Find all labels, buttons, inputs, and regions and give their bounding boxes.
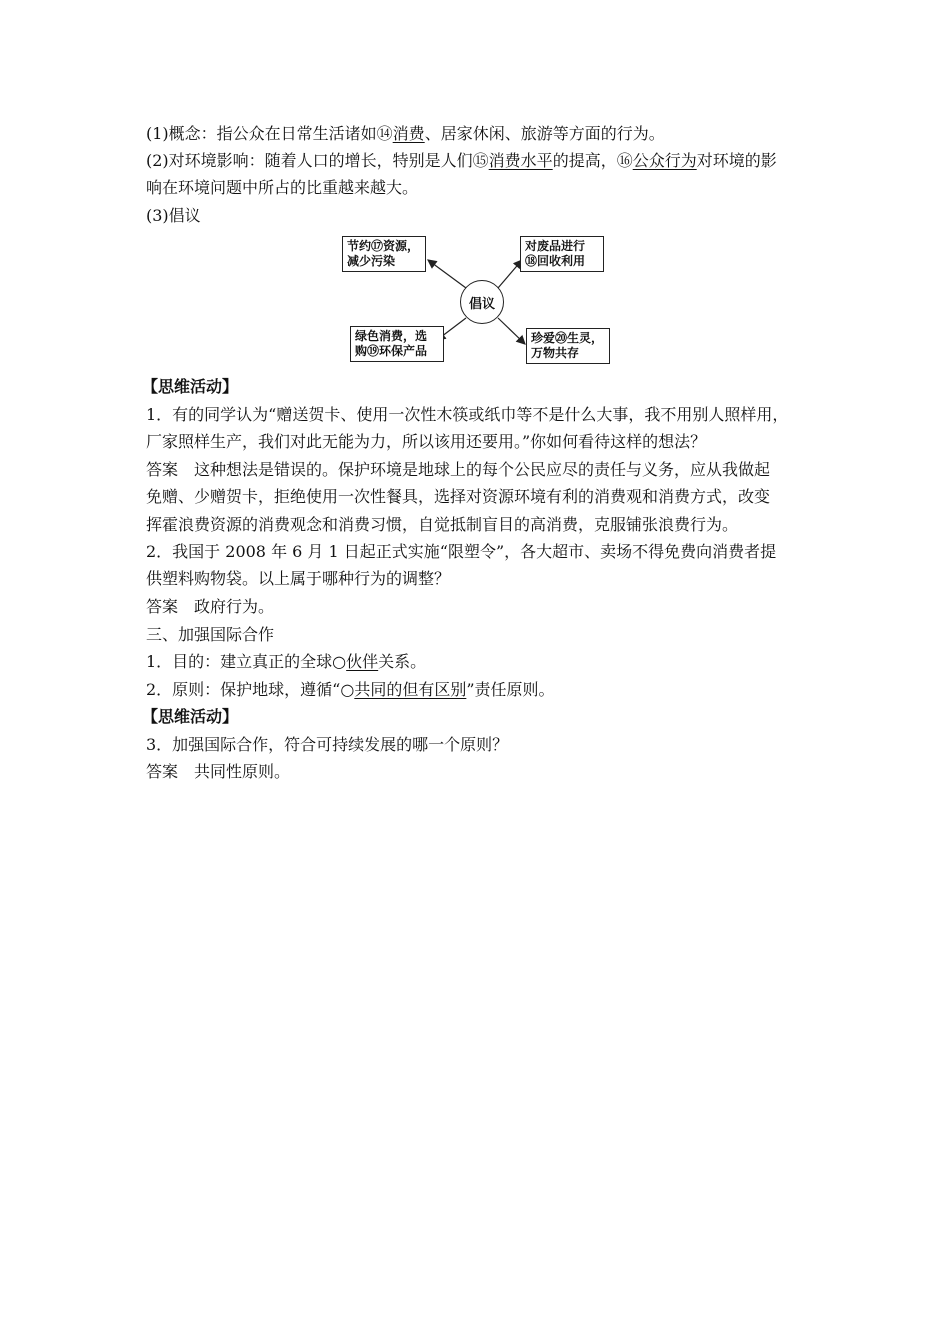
impact-line-2: 响在环境问题中所占的比重越来越大。	[146, 178, 419, 197]
text-span: 的提高，⑯	[552, 151, 633, 170]
underlined-answer: 公众行为	[632, 151, 697, 170]
box-line: ⑱回收利用	[525, 254, 586, 268]
activity-heading-2: 【思维活动】	[142, 707, 239, 726]
underlined-answer: 消费水平	[488, 151, 553, 170]
box-line: 绿色消费，选	[355, 329, 428, 343]
underlined-answer: 共同的但有区别	[354, 680, 467, 699]
answer-1-line-2: 免赠、少赠贺卡，拒绝使用一次性餐具，选择对资源环境有利的消费观和消费方式，改变	[146, 487, 771, 506]
underlined-answer: 伙伴	[346, 652, 379, 671]
arrow-top-right	[498, 260, 522, 288]
text-span: 、居家休闲、旅游等方面的行为。	[424, 124, 665, 143]
section-3-heading: 三、加强国际合作	[146, 625, 275, 644]
proposal-diagram	[342, 232, 612, 368]
text-span: (2)对环境影响：随着人口的增长，特别是人们⑮	[146, 151, 489, 170]
box-line: 珍爱⑳生灵，	[531, 331, 604, 345]
underlined-answer: 消费	[392, 124, 425, 143]
question-2-line-1: 2．我国于 2008 年 6 月 1 日起正式实施“限塑令”，各大超市、卖场不得免费向消费者提	[146, 542, 777, 561]
text-span: 1．目的：建立真正的全球○	[146, 652, 347, 671]
box-top-left	[342, 236, 426, 272]
diagram-center: 倡议	[460, 280, 504, 324]
principle-line	[146, 680, 555, 700]
purpose-line	[146, 652, 426, 672]
box-line: 万物共存	[531, 346, 580, 360]
answer-2: 答案 政府行为。	[146, 597, 275, 616]
concept-line	[146, 124, 665, 144]
answer-1-line-3: 挥霍浪费资源的消费观念和消费习惯，自觉抵制盲目的高消费，克服铺张浪费行为。	[146, 515, 739, 534]
answer-1-line-1: 答案 这种想法是错误的。保护环境是地球上的每个公民应尽的责任与义务，应从我做起	[146, 460, 771, 479]
text-span: 2．原则：保护地球，遵循“○	[146, 680, 355, 699]
arrow-bottom-right	[498, 318, 525, 344]
activity-heading-1: 【思维活动】	[142, 377, 239, 396]
box-line: 对废品进行	[525, 239, 586, 253]
question-1-line-1: 1．有的同学认为“赠送贺卡、使用一次性木筷或纸巾等不是什么大事，我不用别人照样用，	[146, 405, 789, 424]
box-line: 节约⑰资源，	[347, 239, 420, 253]
proposal-heading: (3)倡议	[146, 206, 201, 225]
box-top-right	[520, 236, 604, 272]
text-span: 关系。	[378, 652, 427, 671]
text-span: (1)概念：指公众在日常生活诸如⑭	[146, 124, 393, 143]
text-span: ”责任原则。	[466, 680, 555, 699]
text-span: 对环境的影	[696, 151, 777, 170]
arrow-top-left	[428, 260, 466, 288]
question-3: 3．加强国际合作，符合可持续发展的哪一个原则？	[146, 735, 509, 754]
question-2-line-2: 供塑料购物袋。以上属于哪种行为的调整？	[146, 569, 451, 588]
question-1-line-2: 厂家照样生产，我们对此无能为力，所以该用还要用。”你如何看待这样的想法？	[146, 432, 707, 451]
box-line: 购⑲环保产品	[355, 344, 428, 358]
box-bottom-right	[526, 328, 610, 364]
box-line: 减少污染	[347, 254, 396, 268]
answer-3: 答案 共同性原则。	[146, 762, 291, 781]
box-bottom-left	[350, 326, 444, 362]
impact-line-1	[146, 151, 777, 171]
